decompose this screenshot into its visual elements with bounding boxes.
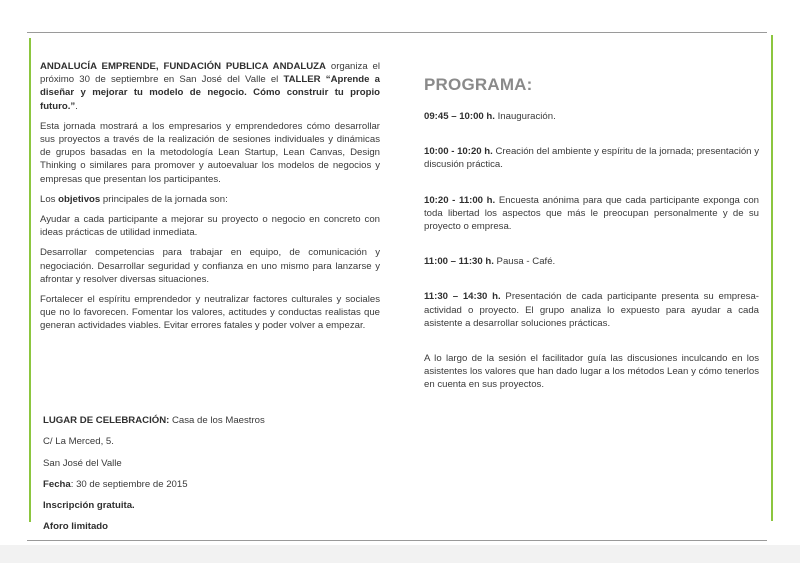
top-rule [27,32,767,33]
left-accent-bar [29,38,31,522]
program-closing: A lo largo de la sesión el facilitador guía las discusiones inculcando en los asistentes los valores que han dado lugar a los métodos Lean y cómo tenerlos en cuenta en sus proyectos. [424,353,759,391]
program-item: 10:20 - 11:00 h. Encuesta anónima para que cada participante exponga con toda libertad los aspectos que más le preocupan personalmente y de su proyecto o empresa. [424,194,759,233]
taller-label: TALLER [283,74,321,86]
objective-item: Ayudar a cada participante a mejorar su proyecto o negocio en concreto con ideas prácticas de utilidad inmediata. [40,214,380,239]
organizer: ANDALUCÍA EMPRENDE, FUNDACIÓN PUBLICA ANDALUZA [40,61,326,72]
description-paragraph: Esta jornada mostrará a los empresarios y emprendedores cómo desarrollar sus proyectos a través de la realización de sesiones individuales y dinámicas de grupos basadas en la metodología Lean Startup, Lean Canvas, Design Thinking o similares para promover y autoevaluar los modelos de negocios y empresas que presentan los participantes. [40,120,380,185]
intro-paragraph: ANDALUCÍA EMPRENDE, FUNDACIÓN PUBLICA ANDALUZA organiza el próximo 30 de septiembre en San José del Valle el TALLER “Aprende a diseñar y mejorar tu modelo de negocio. Cómo construir tu propio futuro.”. [40,61,380,112]
registration-free: Inscripción gratuita. [43,500,135,512]
program-item: 09:45 – 10:00 h. Inauguración. [424,111,556,122]
venue-street: C/ La Merced, 5. [43,436,114,448]
program-item: 11:30 – 14:30 h. Presentación de cada participante presenta su empresa-actividad o proyecto. El grupo analiza lo expuesto para ayudar a cada asistente a desarrollar soluciones prácticas. [424,291,760,329]
objective-item: Desarrollar competencias para trabajar en equipo, de comunicación y negociación. Desarrollar seguridad y confianza en uno mismo para lanzarse y afrontar y resolver diversas situaciones. [40,247,380,285]
venue-block [43,414,373,542]
program-item: 10:00 - 10:20 h. Creación del ambiente y espíritu de la jornada; presentación y discusión práctica. [424,146,759,171]
right-column [424,72,759,392]
objectives-intro: Los objetivos principales de la jornada son: [40,193,228,205]
right-accent-bar [771,35,773,521]
program-item: 11:00 – 11:30 h. Pausa - Café. [424,256,556,268]
objective-item: Fortalecer el espíritu emprendedor y neutralizar factores culturales y sociales que no lo favorecen. Fomentar los valores, actitudes y conductas realistas que generan actividades viables. Evitar errores fatales y poder volver a empezar. [40,294,380,332]
workshop-title: “Aprende a diseñar y mejorar tu modelo de negocio. Cómo construir tu propio futuro.” [40,74,380,112]
capacity-limited: Aforo limitado [43,521,109,533]
bottom-band [0,545,800,563]
venue-town: San José del Valle [43,457,122,469]
left-column [40,60,380,340]
venue-name: LUGAR DE CELEBRACIÓN: Casa de los Maestros [43,415,265,426]
venue-date: Fecha: 30 de septiembre de 2015 [43,478,188,490]
program-title: PROGRAMA: [424,75,533,94]
